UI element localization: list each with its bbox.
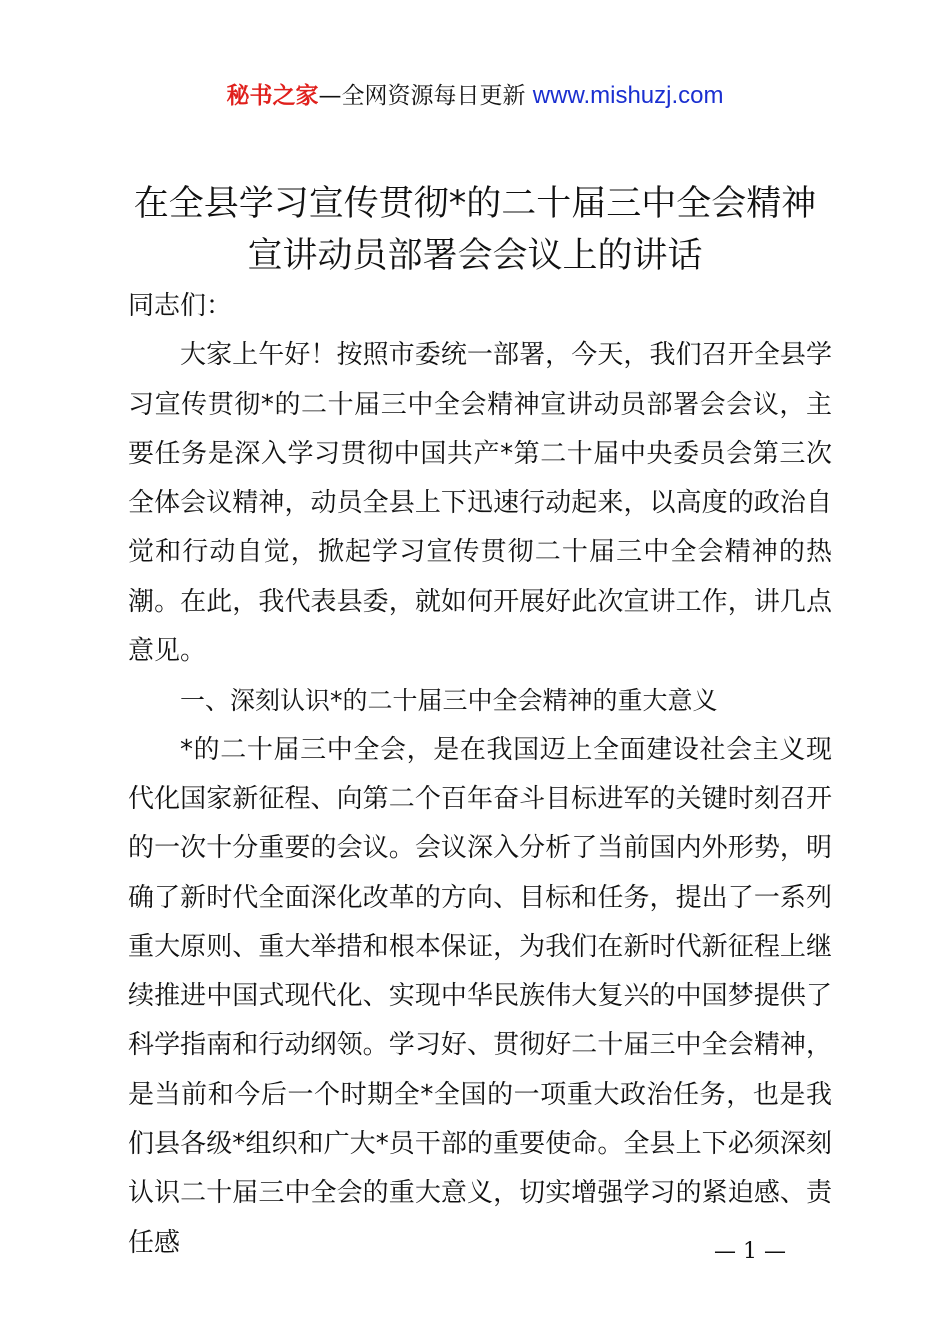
site-url-link[interactable]: www.mishuzj.com	[532, 82, 724, 109]
paragraph-opening: 大家上午好！按照市委统一部署，今天，我们召开全县学习宣传贯彻*的二十届三中全会精神宣讲动员部署会会议，主要任务是深入学习贯彻中国共产*第二十届中央委员会第三次全体会议精神，动员全县上下迅速行动起来，以高度的政治自觉和行动自觉，掀起学习宣传贯彻二十届三中全会精神的热潮。在此，我代表县委，就如何开展好此次宣讲工作，讲几点意见。	[128, 340, 832, 667]
title-line-2: 宣讲动员部署会会议上的讲话	[247, 236, 703, 276]
section-heading-1: 一、深刻认识*的二十届三中全会精神的重大意义	[180, 686, 718, 716]
header-tagline: —全网资源每日更新	[318, 83, 533, 109]
document-header	[0, 80, 950, 112]
salutation: 同志们：	[128, 291, 233, 321]
title-line-1: 在全县学习宣传贯彻*的二十届三中全会精神	[133, 184, 817, 224]
brand-name: 秘书之家	[226, 83, 319, 109]
paragraph-significance: *的二十届三中全会，是在我国迈上全面建设社会主义现代化国家新征程、向第二个百年奋斗目标进军的关键时刻召开的一次十分重要的会议。会议深入分析了当前国内外形势，明确了新时代全面深化改革的方向、目标和任务，提出了一系列重大原则、重大举措和根本保证，为我们在新时代新征程上继续推进中国式现代化、实现中华民族伟大复兴的中国梦提供了科学指南和行动纲领。学习好、贯彻好二十届三中全会精神，是当前和今后一个时期全*全国的一项重大政治任务，也是我们县各级*组织和广大*员干部的重要使命。全县上下必须深刻认识二十届三中全会的重大意义，切实增强学习的紧迫感、责任感	[128, 734, 832, 1258]
page-number: — 1 —	[714, 1239, 786, 1264]
document-title	[60, 178, 890, 282]
document-body	[128, 282, 832, 1268]
